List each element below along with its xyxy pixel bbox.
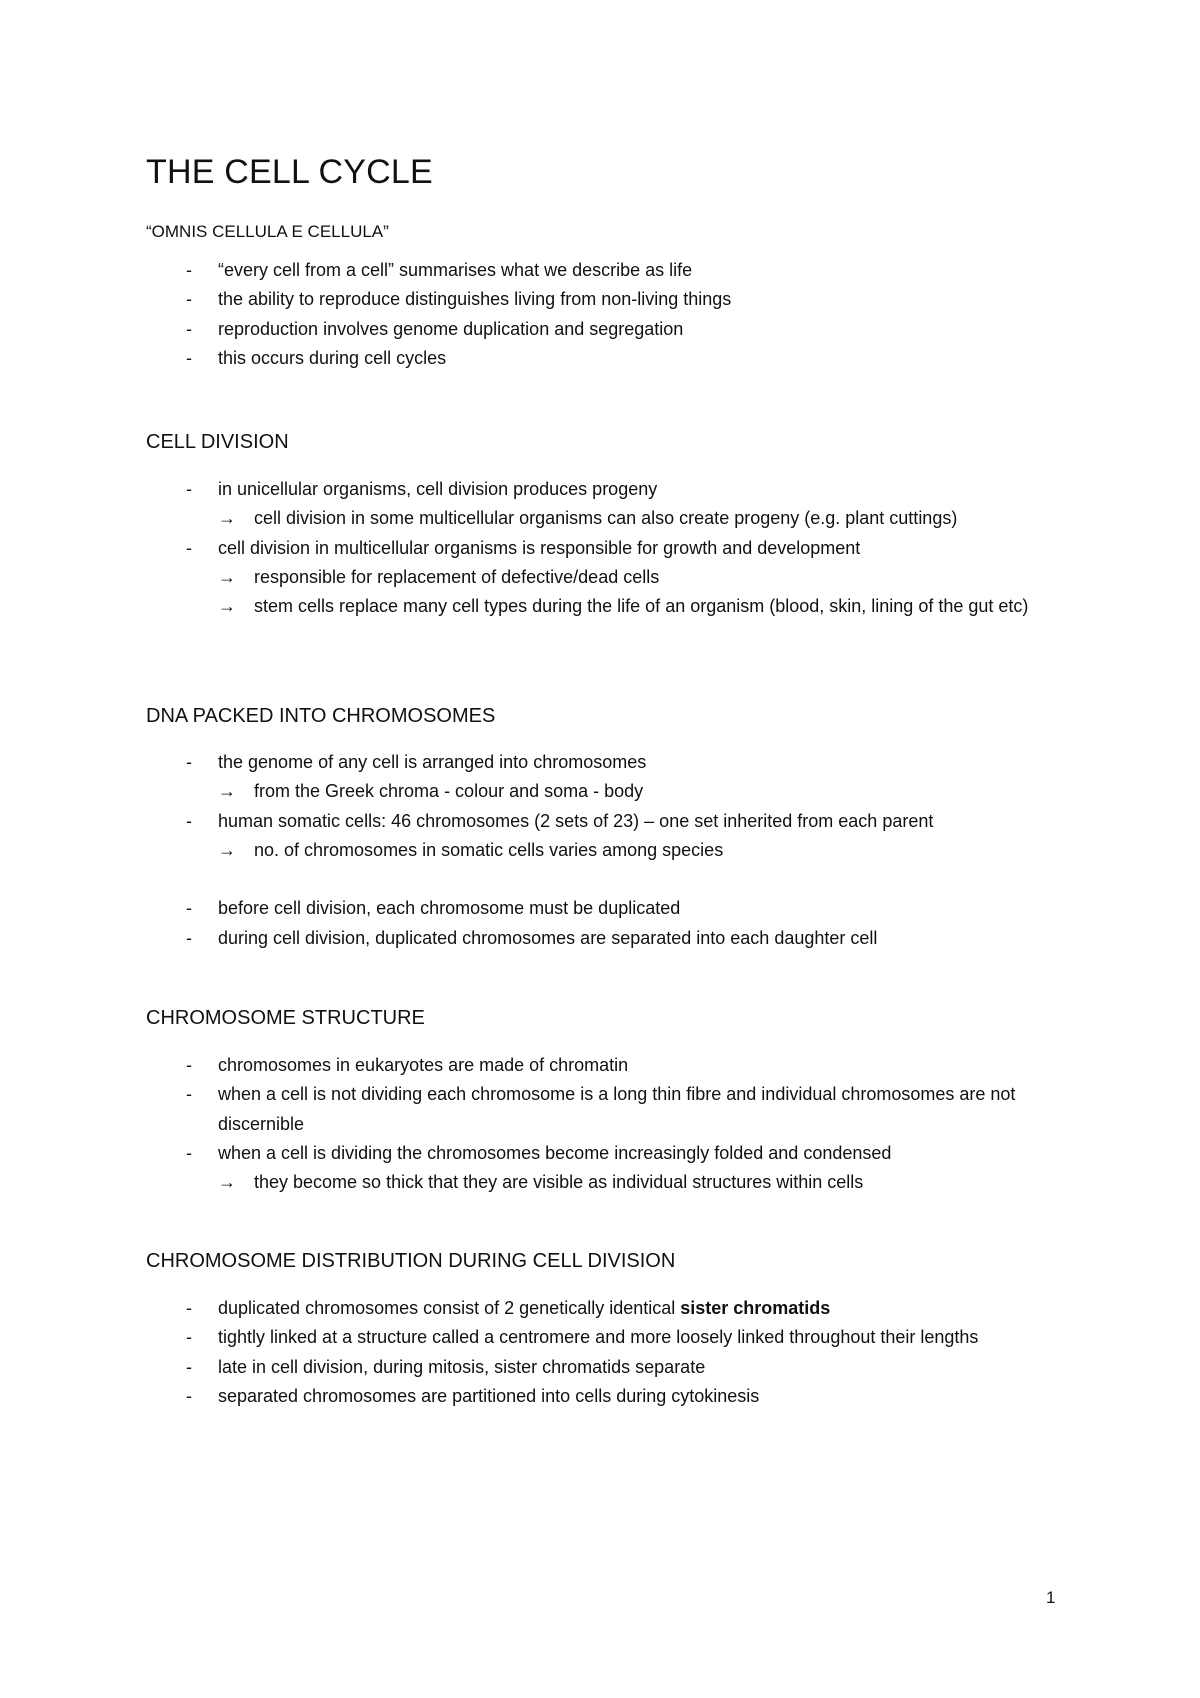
bullet-dash: - (186, 479, 192, 499)
list-item: - late in cell division, during mitosis, sister chromatids separate (146, 1353, 1076, 1382)
bullet-dash: - (186, 810, 192, 831)
arrow-icon: → (218, 781, 236, 802)
section-heading-chromosome-structure: CHROMOSOME STRUCTURE (146, 1007, 425, 1029)
section-heading-chromosome-distribution: CHROMOSOME DISTRIBUTION DURING CELL DIVISION (146, 1250, 676, 1272)
arrow-icon: → (218, 508, 236, 529)
arrow-icon: → (218, 1172, 236, 1193)
chromosome-distribution-list (146, 1294, 1076, 1411)
list-item: - human somatic cells: 46 chromosomes (2 sets of 23) – one set inherited from each parent (146, 807, 1076, 836)
bullet-dash: - (186, 260, 192, 280)
list-item: - when a cell is dividing the chromosomes become increasingly folded and condensed (146, 1139, 1076, 1168)
chromosome-structure-list (146, 1051, 1076, 1197)
intro-list (146, 256, 1076, 373)
list-item: - the ability to reproduce distinguishes living from non-living things (146, 285, 1076, 314)
bullet-dash: - (186, 1298, 192, 1318)
list-item: - separated chromosomes are partitioned into cells during cytokinesis (146, 1382, 1076, 1411)
latin-subtitle: “OMNIS CELLULA E CELLULA” (146, 222, 389, 241)
bullet-dash: - (186, 1356, 192, 1377)
list-item: - when a cell is not dividing each chromosome is a long thin fibre and individual chromosomes are not discernible (146, 1080, 1076, 1139)
bullet-dash: - (186, 1385, 192, 1406)
bullet-dash: - (186, 318, 192, 339)
arrow-icon: → (218, 566, 236, 587)
page-title: THE CELL CYCLE (146, 153, 433, 191)
bullet-dash: - (186, 898, 192, 919)
list-item: - before cell division, each chromosome must be duplicated (146, 894, 1076, 923)
arrow-icon: → (218, 839, 236, 860)
sub-list-item: → no. of chromosomes in somatic cells varies among species (146, 836, 1076, 865)
bullet-dash: - (186, 1327, 192, 1348)
list-item: - tightly linked at a structure called a centromere and more loosely linked throughout their lengths (146, 1323, 1076, 1352)
list-item: - duplicated chromosomes consist of 2 genetically identical sister chromatids (146, 1294, 1076, 1323)
dna-packed-list (146, 748, 1076, 953)
bullet-dash: - (186, 752, 192, 772)
bullet-dash: - (186, 537, 192, 558)
arrow-icon: → (218, 596, 236, 617)
key-term: sister chromatids (680, 1298, 831, 1318)
bullet-dash: - (186, 927, 192, 948)
list-item: - in unicellular organisms, cell division produces progeny (146, 475, 1076, 504)
sub-list-item: → from the Greek chroma - colour and soma - body (146, 777, 1076, 806)
sub-list-item: → responsible for replacement of defective/dead cells (146, 563, 1076, 592)
list-item: - the genome of any cell is arranged into chromosomes (146, 748, 1076, 777)
page-number: 1 (1046, 1588, 1056, 1607)
list-item: - chromosomes in eukaryotes are made of chromatin (146, 1051, 1076, 1080)
sub-list-item: → cell division in some multicellular organisms can also create progeny (e.g. plant cuttings) (146, 504, 1076, 533)
list-item: - during cell division, duplicated chromosomes are separated into each daughter cell (146, 924, 1076, 953)
list-item: - this occurs during cell cycles (146, 344, 1076, 373)
section-heading-dna-packed: DNA PACKED INTO CHROMOSOMES (146, 705, 496, 727)
sub-list-item: → stem cells replace many cell types during the life of an organism (blood, skin, lining of the gut etc) (146, 592, 1076, 621)
bullet-dash: - (186, 347, 192, 368)
list-item: - cell division in multicellular organisms is responsible for growth and development (146, 534, 1076, 563)
list-item: - “every cell from a cell” summarises what we describe as life (146, 256, 1076, 285)
sub-list-item: → they become so thick that they are visible as individual structures within cells (146, 1168, 1076, 1197)
section-heading-cell-division: CELL DIVISION (146, 431, 289, 453)
bullet-dash: - (186, 1142, 192, 1163)
bullet-dash: - (186, 289, 192, 310)
bullet-dash: - (186, 1084, 192, 1105)
bullet-dash: - (186, 1055, 192, 1075)
cell-division-list (146, 475, 1076, 621)
list-item: - reproduction involves genome duplication and segregation (146, 315, 1076, 344)
